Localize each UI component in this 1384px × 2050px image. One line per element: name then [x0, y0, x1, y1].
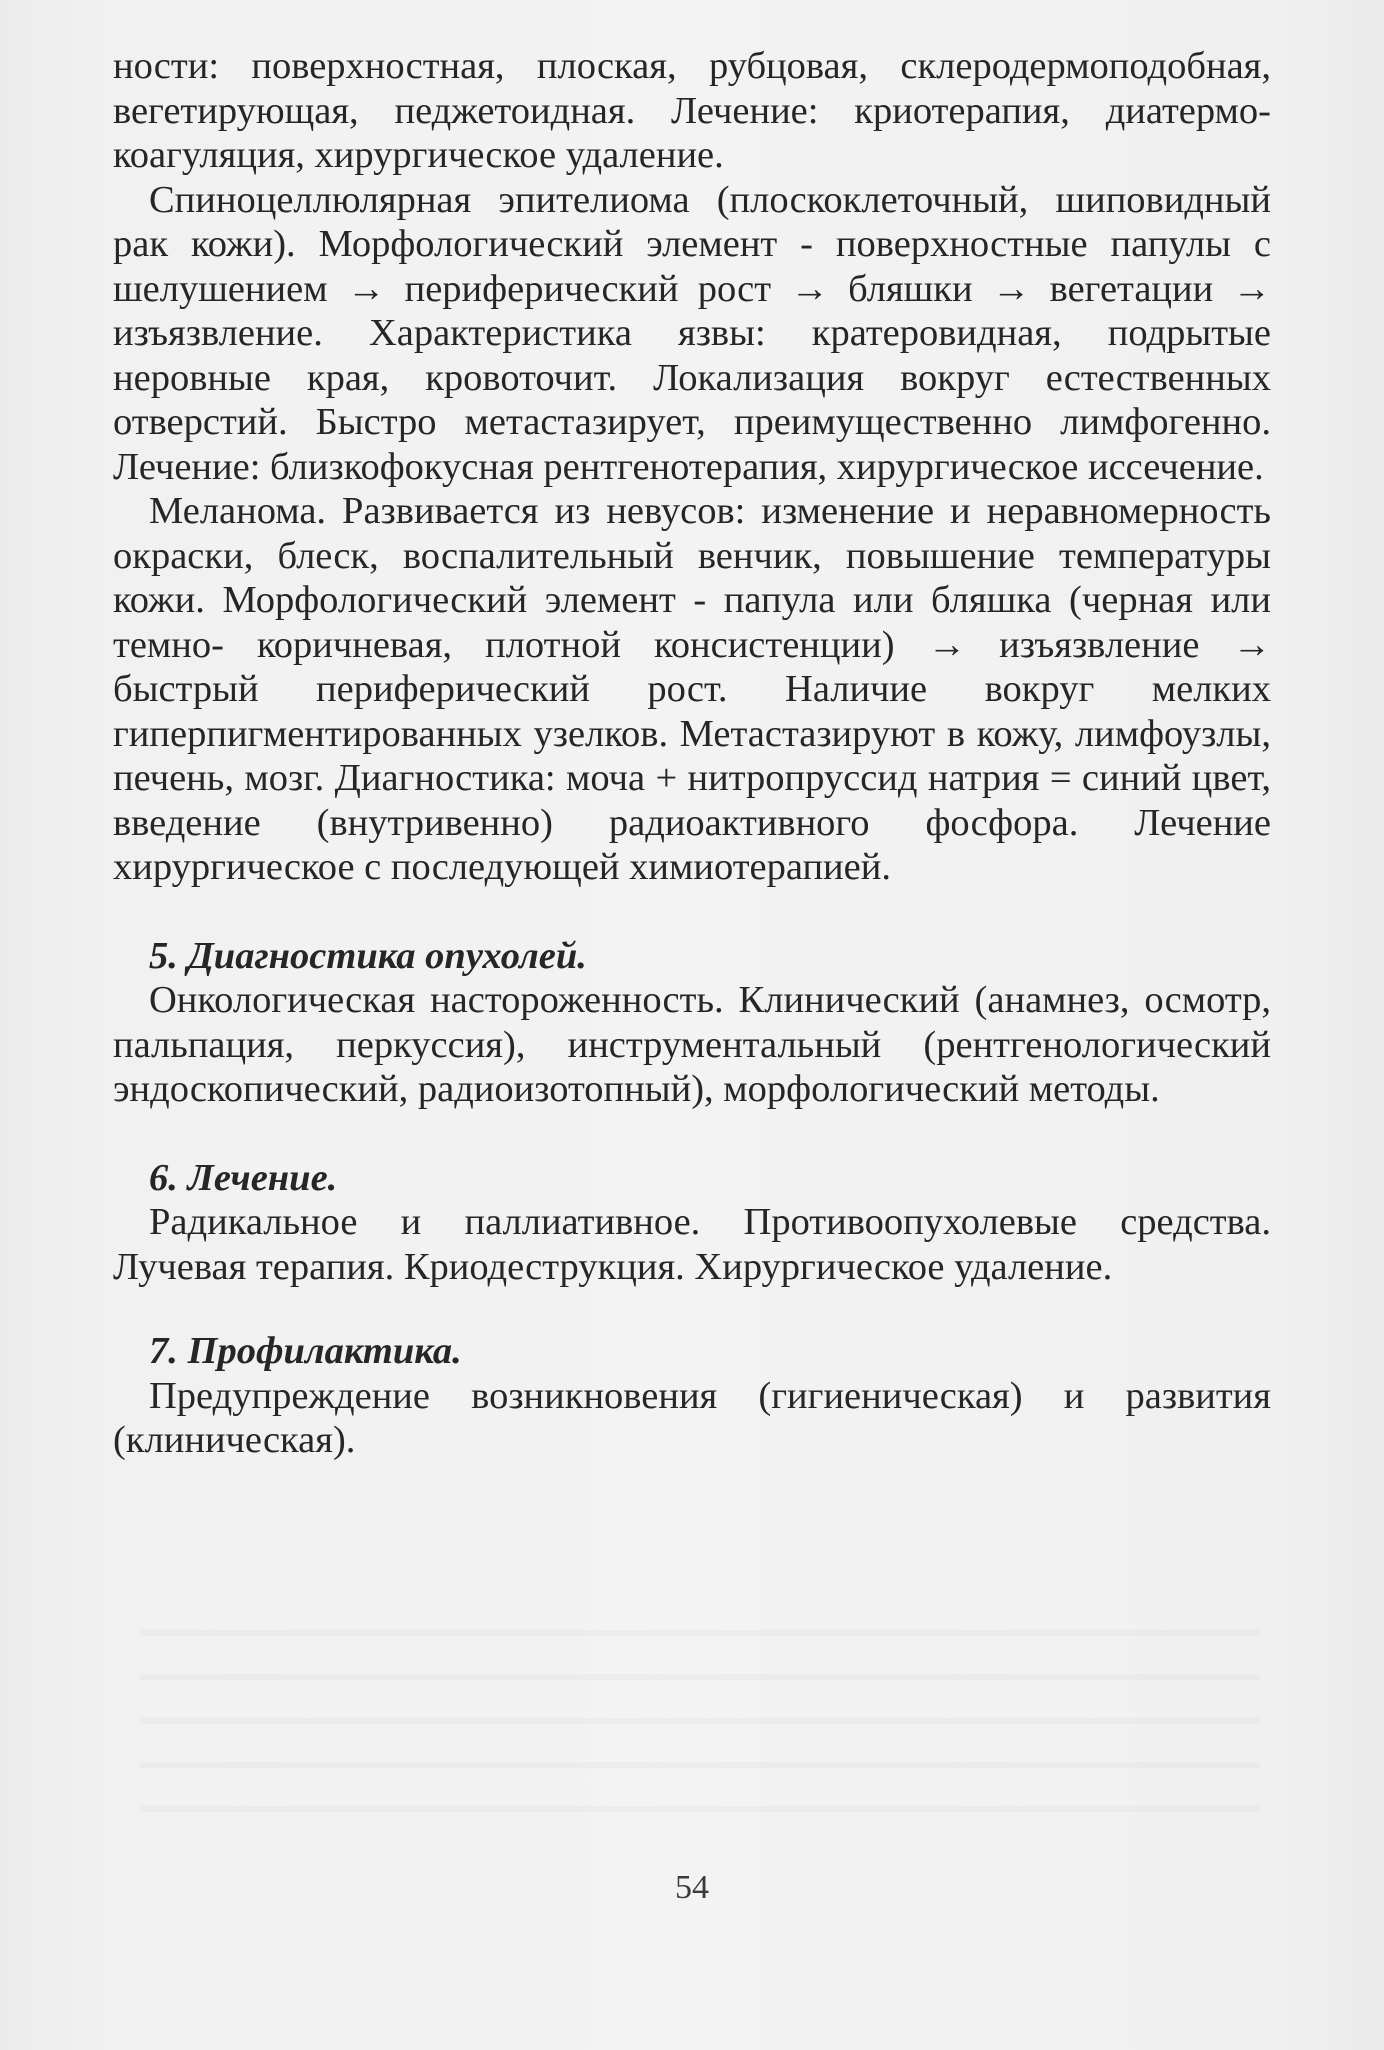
paragraph-continuation: ности: поверхностная, плоская, рубцовая, склеродермоподобная, вегетирующая, педжетоидная. Лечение: криотерапия, диатермокоагуляция, хирургическое удаление.	[113, 45, 1271, 176]
page-number: 54	[675, 1869, 709, 1906]
section-gap	[113, 1289, 1271, 1329]
section-body-diagnostics: Онкологическая настороженность. Клинический (анамнез, осмотр, пальпация, перкуссия), инструментальный (рентгенологический эндоскопический, радиоизотопный), морфологический методы.	[113, 979, 1271, 1110]
paragraph-melanoma: Меланома. Развивается из невусов: изменение и неравномерность окраски, блеск, воспалительный венчик, повышение температуры кожи. Морфологический элемент - папула или бляшка (черная или темно- коричневая, плотной консистенции) → изъязвление → быстрый периферический рост. Наличие вокруг мелких гиперпигментированных узелков. Метастазируют в кожу, лимфоузлы, печень, мозг. Диагностика: моча + нитропруссид натрия = синий цвет, введение (внутривенно) радиоактивного фосфора. Лечение хирургическое с последующей химиотерапией.	[113, 490, 1271, 888]
section-heading-treatment: 6. Лечение.	[149, 1156, 338, 1199]
section-body-treatment: Радикальное и паллиативное. Противоопухолевые средства. Лучевая терапия. Криодеструкция. Хирургическое удаление.	[113, 1201, 1271, 1288]
section-gap	[113, 890, 1271, 934]
section-heading-diagnostics: 5. Диагностика опухолей.	[149, 934, 587, 977]
page-text	[113, 44, 1271, 1463]
section-body-prevention: Предупреждение возникновения (гигиеническая) и развития (клиническая).	[113, 1374, 1271, 1461]
paragraph-squamous-cell-carcinoma: Спиноцеллюлярная эпителиома (плоскоклеточный, шиповидный рак кожи). Морфологический элемент - поверхностные папулы с шелушением → периферический рост → бляшки → вегетации → изъязвление. Характеристика язвы: кратеровидная, подрытые неровные края, кровоточит. Локализация вокруг естественных отверстий. Быстро метастазирует, преимущественно лимфогенно. Лечение: близкофокусная рентгенотерапия, хирургическое иссечение.	[113, 178, 1271, 488]
show-through-texture	[140, 1600, 1260, 1840]
section-heading-prevention: 7. Профилактика.	[149, 1330, 462, 1372]
section-gap	[113, 1112, 1271, 1156]
